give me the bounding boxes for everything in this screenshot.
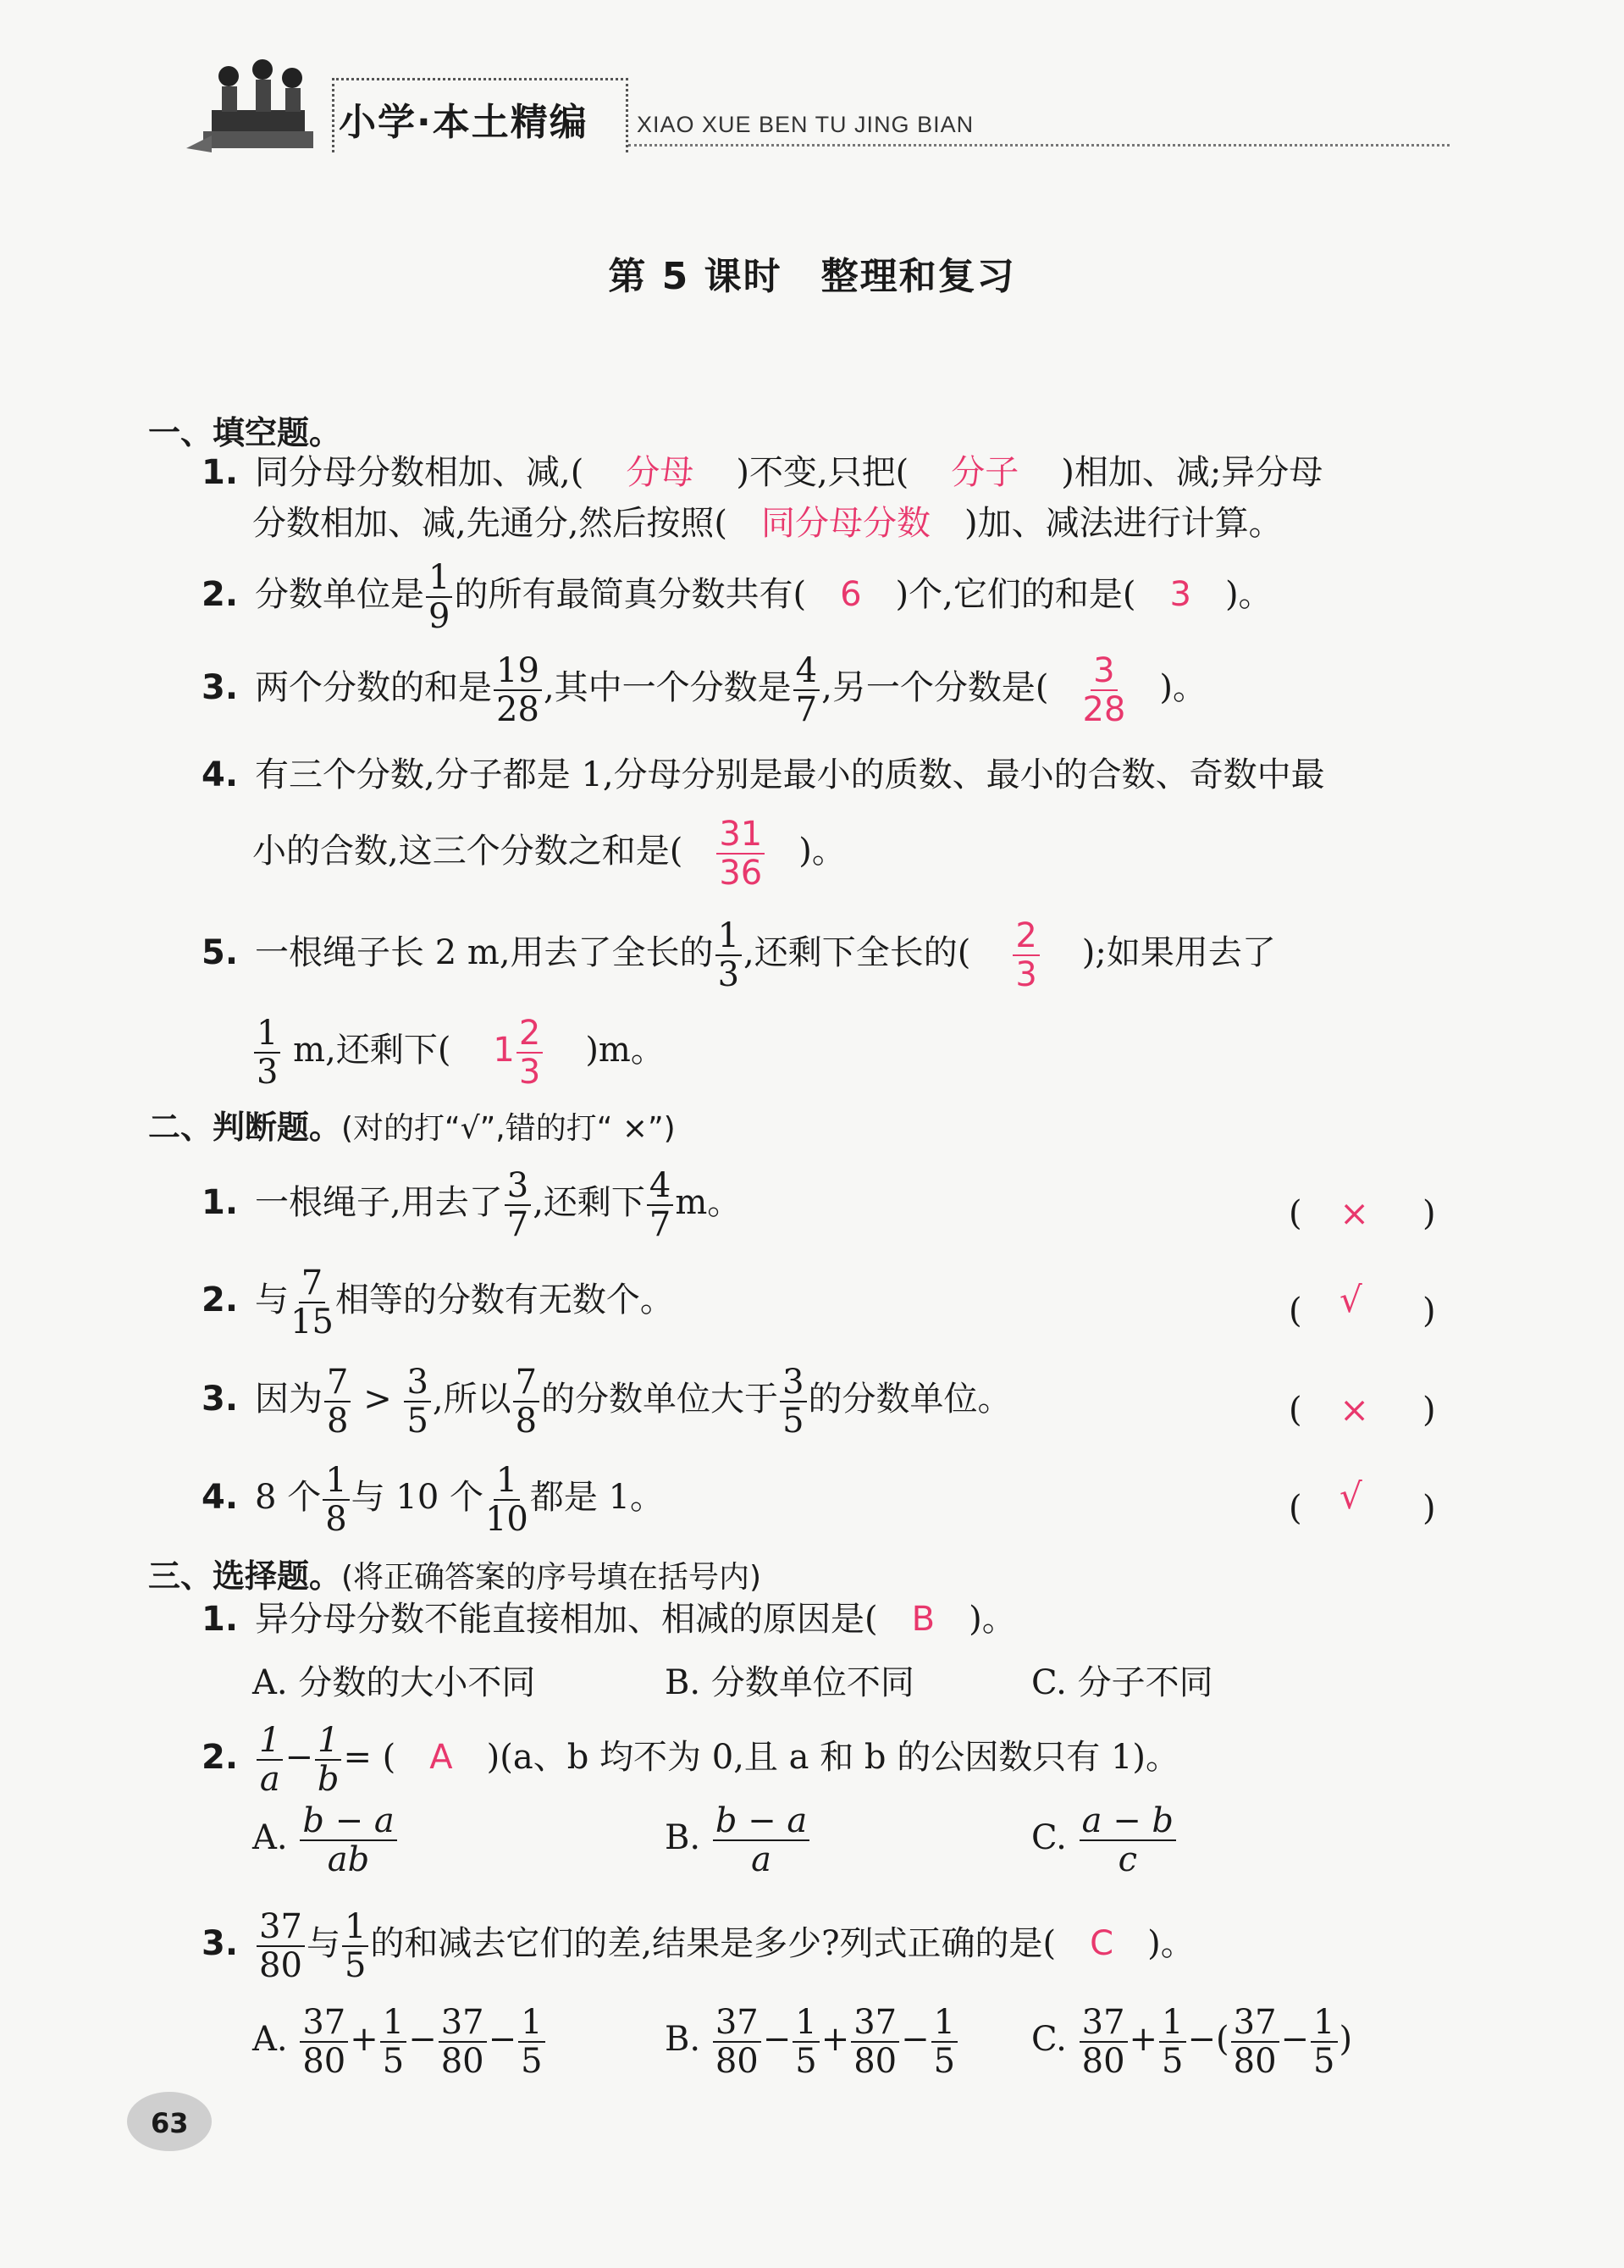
s2-q4-paren-close: ) <box>1422 1489 1436 1528</box>
s2-q4: 4. 8 个 $\frac{1}{8}$ 与 10 个 $\frac{1}{10}$ 都是 1。 <box>202 1461 665 1539</box>
s3-q3-option-b: B. $\frac{37}{80}$ − $\frac{1}{5}$ + $\frac{37}{80}$ − $\frac{1}{5}$ <box>665 2005 959 2078</box>
fraction: $\frac{37}{80}$ <box>851 2005 899 2078</box>
s2-q2-paren-open: ( <box>1289 1292 1302 1330</box>
fraction: $\frac{7}{8}$ <box>513 1365 539 1438</box>
s1-q1-answer2: 分子 <box>951 453 1019 492</box>
s2-q3-paren-open: ( <box>1289 1391 1302 1430</box>
fraction: $\frac{1}{5}$ <box>931 2005 958 2078</box>
s1-q1-line1: 1. 同分母分数相加、减,( 分母 )不变,只把( 分子 )相加、减;异分母 <box>202 453 1323 492</box>
header-title: 小学·本土精编 <box>339 101 588 144</box>
fraction: $\frac{1}{a}$ <box>257 1723 283 1796</box>
s1-q5-answer2-whole: 1 <box>493 1031 515 1070</box>
fraction: $\frac{1}{b}$ <box>315 1723 341 1796</box>
s1-q4-line1: 4. 有三个分数,分子都是 1,分母分别是最小的质数、最小的合数、奇数中最 <box>202 755 1325 794</box>
fraction: $\frac{3}{5}$ <box>404 1365 430 1438</box>
fraction: $\frac{37}{80}$ <box>257 1910 305 1983</box>
s1-q1-answer1: 分母 <box>626 453 694 492</box>
s2-q1-mark: × <box>1340 1192 1370 1234</box>
s1-q2-answer1: 6 <box>840 575 862 614</box>
s3-q1-option-b: B. 分数单位不同 <box>665 1663 914 1702</box>
fraction: $\frac{1}{5}$ <box>342 1910 368 1983</box>
fraction: $\frac{4}{7}$ <box>793 654 820 727</box>
s1-q4-line2: 小的合数,这三个分数之和是( $\frac{31}{36}$ )。 <box>252 815 846 893</box>
s3-q2-answer: A <box>429 1738 453 1777</box>
fraction: $\frac{1}{10}$ <box>484 1461 528 1539</box>
header-divider <box>628 144 1450 147</box>
s2-q4-paren-open: ( <box>1289 1489 1302 1528</box>
fraction: $\frac{7}{15}$ <box>290 1264 334 1341</box>
s3-q2-option-b: B. $\frac{b - a}{a}$ <box>665 1804 811 1877</box>
s3-q3-option-c: C. $\frac{37}{80}$ + $\frac{1}{5}$ −( $\frac{37}{80}$ − $\frac{1}{5}$ ) <box>1031 2003 1353 2081</box>
s2-q4-mark: √ <box>1340 1475 1362 1517</box>
s1-q5-answer1: $\frac{2}{3}$ <box>1013 919 1039 992</box>
s2-q2-paren-close: ) <box>1422 1292 1436 1330</box>
fraction: $\frac{37}{80}$ <box>1231 2005 1279 2078</box>
s3-q2-option-c: C. $\frac{a - b}{c}$ <box>1031 1804 1178 1877</box>
fraction: $\frac{4}{7}$ <box>647 1169 673 1242</box>
section2-heading: 二、判断题。(对的打“√”,错的打“ ×”) <box>148 1109 676 1146</box>
fraction: $\frac{b - a}{a}$ <box>713 1804 809 1877</box>
s2-q2: 2. 与 $\frac{7}{15}$ 相等的分数有无数个。 <box>202 1264 674 1341</box>
s2-q1-paren-close: ) <box>1422 1194 1436 1233</box>
s2-q1: 1. 一根绳子,用去了 $\frac{3}{7}$ ,还剩下 $\frac{4}{7}$ m。 <box>202 1166 742 1244</box>
s1-q2-answer2: 3 <box>1169 575 1191 614</box>
s3-q1-option-a: A. 分数的大小不同 <box>252 1663 536 1702</box>
fraction: $\frac{1}{3}$ <box>254 1016 280 1089</box>
s3-q1: 1. 异分母分数不能直接相加、相减的原因是( B )。 <box>202 1600 1016 1639</box>
s2-q1-paren-open: ( <box>1289 1194 1302 1233</box>
fraction: $\frac{1}{8}$ <box>323 1463 349 1536</box>
header-pinyin: XIAO XUE BEN TU JING BIAN <box>637 112 975 137</box>
s3-q3: 3. $\frac{37}{80}$ 与 $\frac{1}{5}$ 的和减去它们的差,结果是多少?列式正确的是( C )。 <box>202 1907 1195 1985</box>
s2-q2-mark: √ <box>1340 1279 1362 1320</box>
s3-q2-option-a: A. $\frac{b - a}{ab}$ <box>252 1804 399 1877</box>
fraction: $\frac{1}{5}$ <box>1311 2005 1337 2078</box>
fraction: $\frac{b - a}{ab}$ <box>300 1804 396 1877</box>
s1-q1-line2: 分数相加、减,先通分,然后按照( 同分母分数 )加、减法进行计算。 <box>252 504 1283 543</box>
s3-q1-option-c: C. 分子不同 <box>1031 1663 1213 1702</box>
s1-q5-line1: 5. 一根绳子长 2 m,用去了全长的 $\frac{1}{3}$ ,还剩下全长的( $\frac{2}{3}$ );如果用去了 <box>202 916 1276 994</box>
fraction: $\frac{3}{5}$ <box>780 1365 806 1438</box>
header-logo-illustration <box>178 51 339 161</box>
page-number: 63 <box>151 2107 189 2139</box>
fraction: $\frac{1}{9}$ <box>426 561 452 633</box>
fraction: $\frac{19}{28}$ <box>494 654 542 727</box>
s3-q3-answer: C <box>1090 1924 1114 1963</box>
s2-q3-paren-close: ) <box>1422 1391 1436 1430</box>
s1-q3: 3. 两个分数的和是 $\frac{19}{28}$ ,其中一个分数是 $\frac{4}{7}$ ,另一个分数是( $\frac{3}{28}$ )。 <box>202 651 1207 729</box>
fraction: $\frac{1}{5}$ <box>1159 2005 1185 2078</box>
section3-heading: 三、选择题。(将正确答案的序号填在括号内) <box>148 1557 762 1595</box>
fraction: $\frac{37}{80}$ <box>439 2005 487 2078</box>
s1-q1-answer3: 同分母分数 <box>761 504 931 543</box>
s3-q3-option-a: A. $\frac{37}{80}$ + $\frac{1}{5}$ − $\frac{37}{80}$ − $\frac{1}{5}$ <box>252 2005 547 2078</box>
s3-q1-answer: B <box>911 1600 936 1639</box>
fraction: $\frac{1}{5}$ <box>518 2005 544 2078</box>
s1-q5-answer2-frac: $\frac{2}{3}$ <box>516 1016 543 1089</box>
s1-q3-answer: $\frac{3}{28}$ <box>1082 651 1126 729</box>
fraction: $\frac{1}{5}$ <box>380 2005 406 2078</box>
section1-heading: 一、填空题。 <box>148 414 342 451</box>
s1-q4-answer: $\frac{31}{36}$ <box>716 817 765 890</box>
fraction: $\frac{a - b}{c}$ <box>1080 1804 1176 1877</box>
fraction: $\frac{7}{8}$ <box>324 1365 351 1438</box>
fraction: $\frac{1}{3}$ <box>715 919 742 992</box>
fraction: $\frac{37}{80}$ <box>300 2005 348 2078</box>
s1-q5-line2: $\frac{1}{3}$ m,还剩下( 1 $\frac{2}{3}$ )m。 <box>252 1016 665 1089</box>
s3-q2: 2. $\frac{1}{a}$ − $\frac{1}{b}$ = ( A )(a、b 均不为 0,且 a 和 b 的公因数只有 1)。 <box>202 1721 1180 1799</box>
fraction: $\frac{37}{80}$ <box>713 2005 761 2078</box>
fraction: $\frac{3}{7}$ <box>505 1169 531 1242</box>
fraction: $\frac{1}{5}$ <box>793 2005 819 2078</box>
s1-q2: 2. 分数单位是 $\frac{1}{9}$ 的所有最简真分数共有( 6 )个,它们的和是( 3 )。 <box>202 558 1273 636</box>
fraction: $\frac{37}{80}$ <box>1080 2005 1128 2078</box>
s2-q3: 3. 因为 $\frac{7}{8}$ > $\frac{3}{5}$ ,所以 $\frac{7}{8}$ 的分数单位大于 $\frac{3}{5}$ 的分数单位。 <box>202 1363 1012 1441</box>
s2-q3-mark: × <box>1340 1389 1370 1430</box>
lesson-title: 第 5 课时 整理和复习 <box>608 255 1016 298</box>
